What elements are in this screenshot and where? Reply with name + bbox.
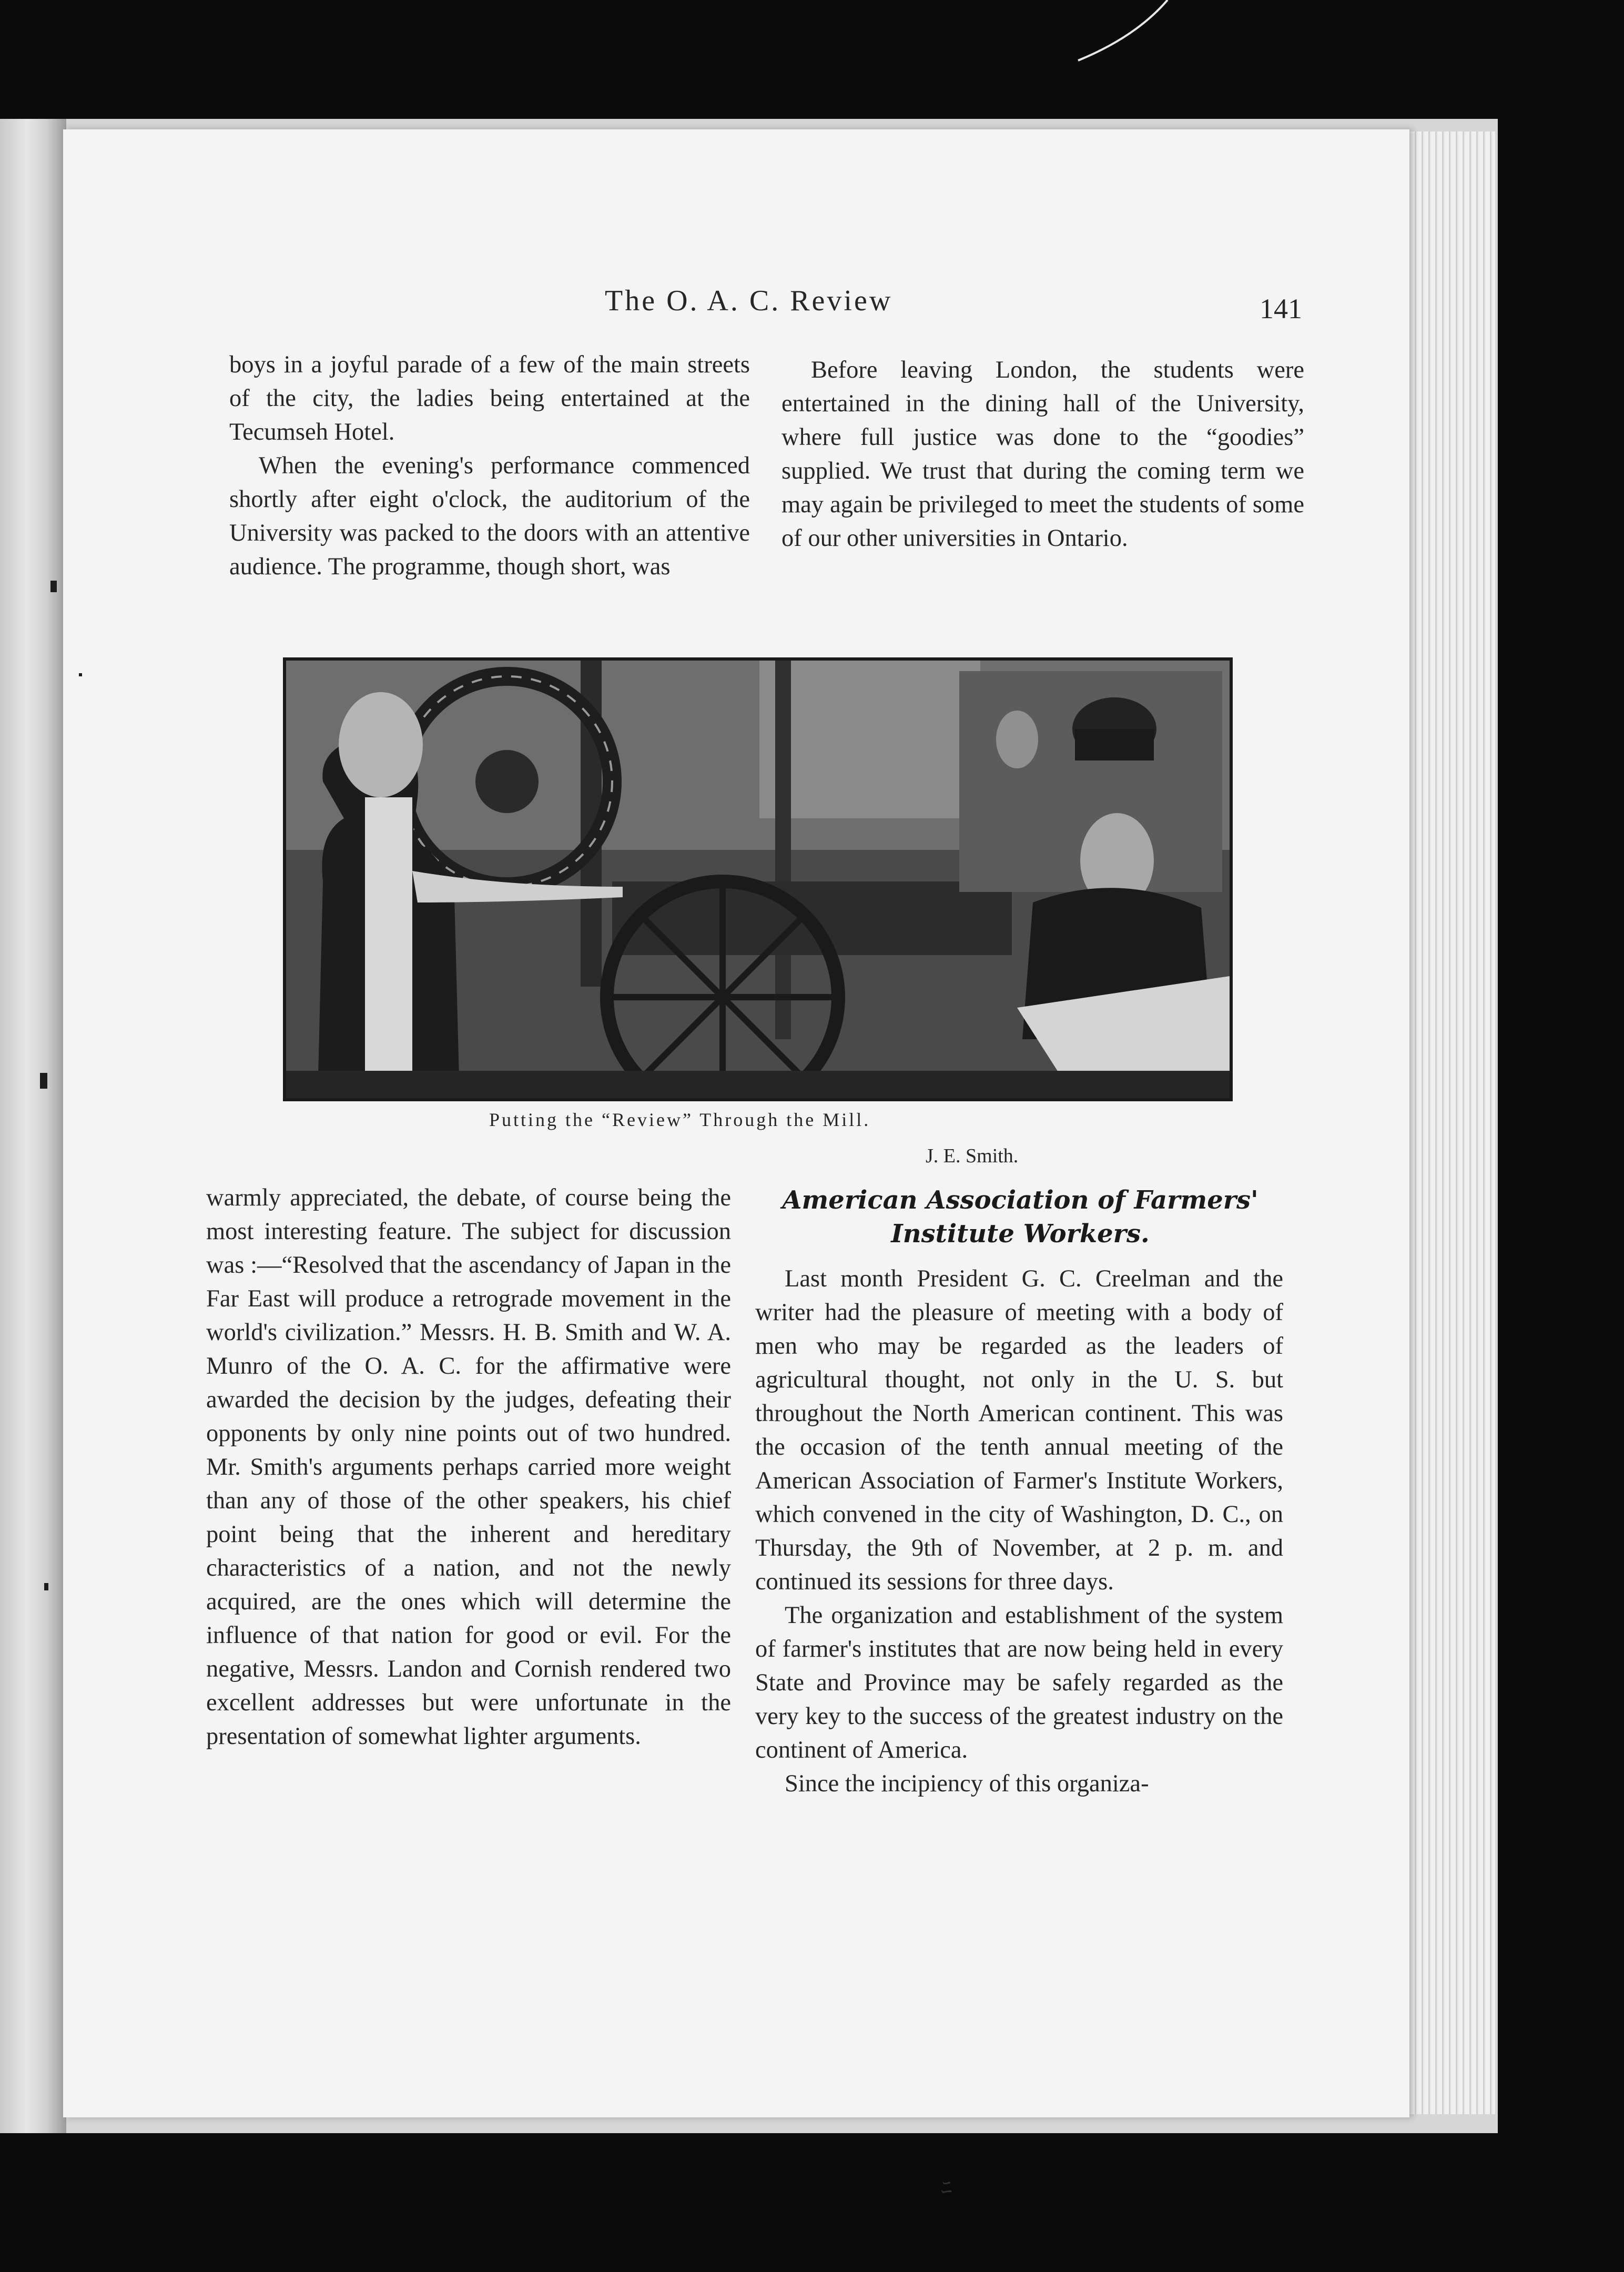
printing-press-photo [283, 657, 1233, 1101]
article-heading: American Association of Farmers' Institute Workers. [782, 1185, 1258, 1249]
running-head: The O. A. C. Review [605, 285, 893, 317]
scan-speck [79, 673, 82, 676]
photo-illustration [286, 661, 1230, 1098]
paragraph: The organization and establishment of the system of farmer's institutes that are now being held in every State and Province may be safely regarded as the very key to the success of the greatest industry on the continent of America. [755, 1602, 1283, 1763]
photo-credit: J. E. Smith. [926, 1145, 1019, 1167]
scan-scratch-mark [1073, 0, 1178, 63]
paragraph: Since the incipiency of this organiza- [785, 1770, 1149, 1797]
page-number: 141 [1260, 293, 1302, 324]
paragraph: boys in a joyful parade of a few of the main streets of the city, the ladies being entertained at the Tecumseh Hotel. [229, 351, 750, 445]
paragraph: warmly appreciated, the debate, of course being the most interesting feature. The subject for discussion was :—“Resolved that the ascendancy of Japan in the Far East will produce a retrograde movement in the world's civilization.” Messrs. H. B. Smith and W. A. Munro of the O. A. C. for the affirmative were awarded the decision by the judges, defeating their opponents by only nine points out of two hundred. Mr. Smith's arguments perhaps carried more weight than any of those of the other speakers, his chief point being that the inherent and hereditary characteristics of a nation, and not the newly acquired, are the ones which will determine the influence of that nation for good or evil. For the negative, Messrs. Landon and Cornish rendered two excellent addresses but were unfortunate in the presentation of somewhat lighter arguments. [206, 1184, 731, 1750]
paragraph: Last month President G. C. Creelman and the writer had the pleasure of meeting with a body of men who may be regarded as the leaders of agricultural thought, not only in the U. S. but throughout the North American continent. This was the occasion of the tenth annual meeting of the American Association of Farmer's Institute Workers, which convened in the city of Washington, D. C., on Thursday, the 9th of November, at 2 p. m. and continued its sessions for three days. [755, 1265, 1283, 1595]
scan-speck [50, 581, 57, 592]
scan-speck [44, 1583, 48, 1590]
left-page-fold [0, 119, 66, 2133]
text-column-top-left [229, 348, 750, 584]
text-column-bottom-right [755, 1262, 1283, 1801]
margin-pencil-mark: ﾆ [941, 2176, 952, 2200]
photo-caption: Putting the “Review” Through the Mill. [489, 1109, 871, 1130]
paragraph: When the evening's performance commenced shortly after eight o'clock, the auditorium of the University was packed to the doors with an attentive audience. The programme, though short, was [229, 452, 750, 580]
scan-speck [40, 1073, 47, 1089]
text-column-bottom-left [206, 1181, 731, 1753]
text-column-top-right [781, 353, 1304, 555]
paragraph: Before leaving London, the students were entertained in the dining hall of the University, where full justice was done to the “goodies” supplied. We trust that during the coming term we may again be privileged to meet the students of some of our other universities in Ontario. [781, 357, 1304, 552]
